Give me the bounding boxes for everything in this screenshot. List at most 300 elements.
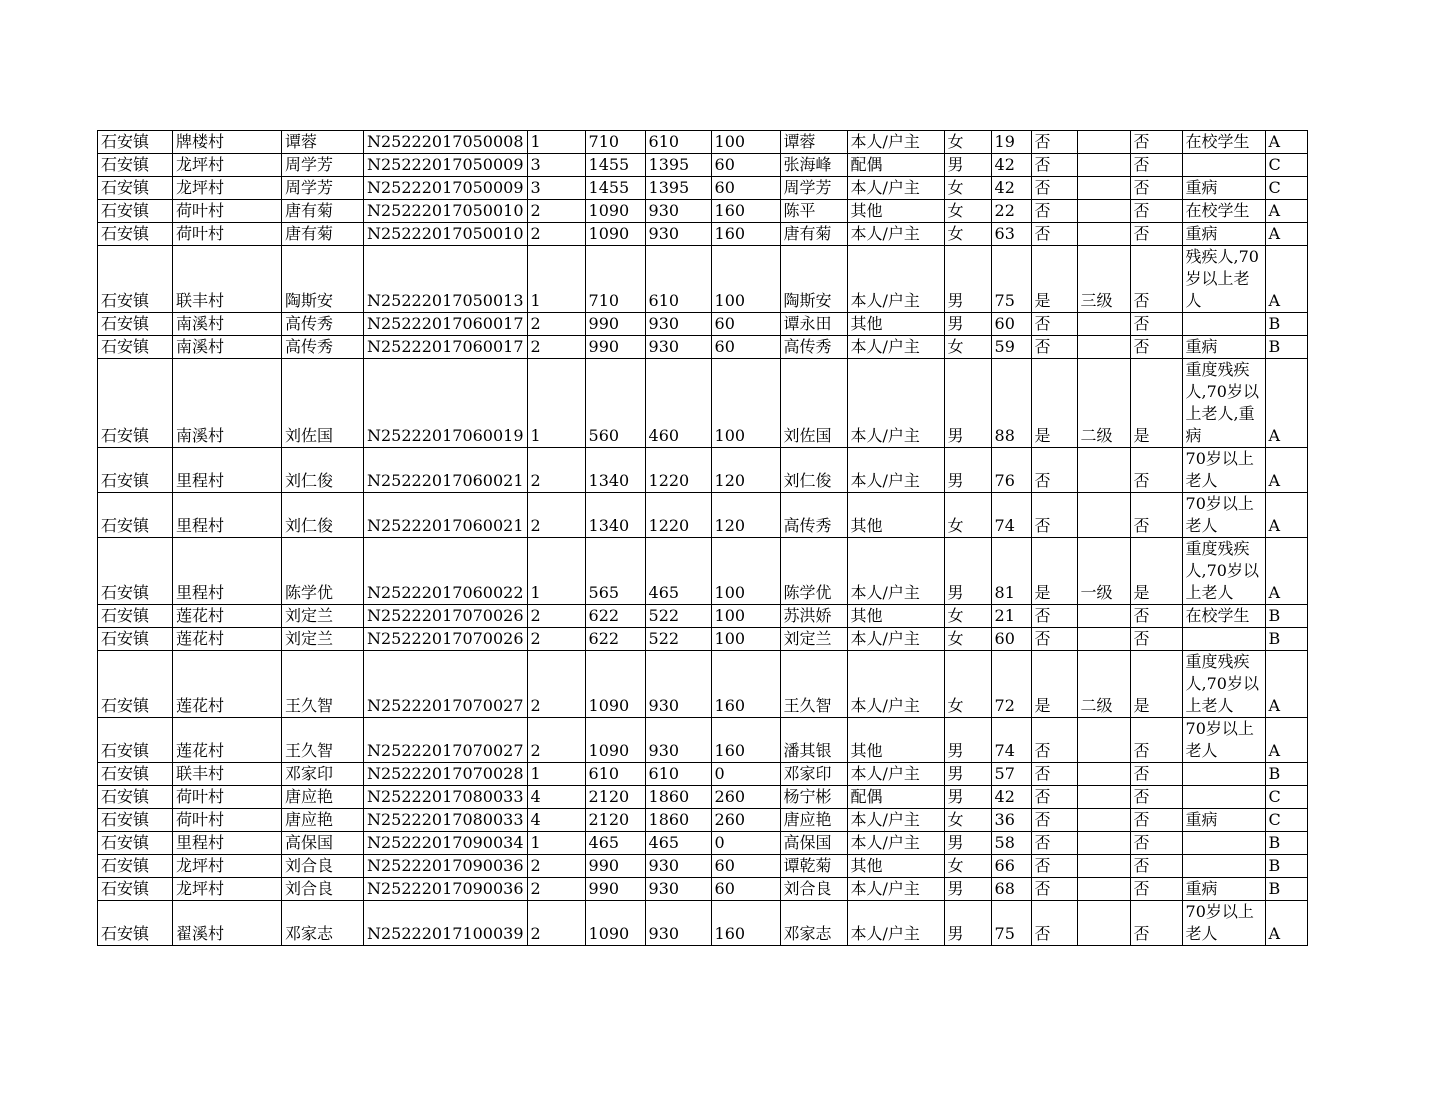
cell-total-amount: 990	[585, 878, 645, 901]
cell-householder: 周学芳	[282, 177, 364, 200]
cell-relation: 其他	[847, 200, 944, 223]
cell-total-amount: 2120	[585, 809, 645, 832]
cell-total-amount: 565	[585, 538, 645, 605]
cell-disabled: 否	[1031, 832, 1077, 855]
cell-town: 石安镇	[98, 605, 173, 628]
cell-relation: 其他	[847, 855, 944, 878]
cell-householder: 刘合良	[282, 878, 364, 901]
cell-gender: 女	[944, 336, 991, 359]
cell-gender: 男	[944, 448, 991, 493]
cell-severe: 否	[1130, 718, 1182, 763]
cell-age: 75	[991, 901, 1031, 946]
cell-severe: 是	[1130, 651, 1182, 718]
cell-extra-amount: 100	[711, 538, 780, 605]
cell-household-size: 2	[527, 448, 585, 493]
cell-town: 石安镇	[98, 336, 173, 359]
cell-grade: B	[1265, 855, 1307, 878]
cell-disabled: 否	[1031, 448, 1077, 493]
table-row	[98, 628, 1308, 651]
cell-age: 59	[991, 336, 1031, 359]
cell-category: 重病	[1182, 177, 1265, 200]
cell-gender: 女	[944, 493, 991, 538]
table-body	[98, 131, 1308, 946]
table-row	[98, 448, 1308, 493]
cell-village: 南溪村	[173, 359, 282, 448]
cell-village: 南溪村	[173, 313, 282, 336]
cell-householder: 邓家印	[282, 763, 364, 786]
cell-severe: 否	[1130, 223, 1182, 246]
cell-grade: B	[1265, 336, 1307, 359]
cell-household-id: N25222017050010	[364, 200, 528, 223]
cell-base-amount: 465	[645, 538, 711, 605]
cell-disabled: 是	[1031, 246, 1077, 313]
cell-total-amount: 2120	[585, 786, 645, 809]
cell-member-name: 杨宁彬	[780, 786, 847, 809]
cell-household-id: N25222017090034	[364, 832, 528, 855]
cell-extra-amount: 160	[711, 200, 780, 223]
cell-household-id: N25222017080033	[364, 786, 528, 809]
cell-gender: 男	[944, 246, 991, 313]
cell-village: 莲花村	[173, 651, 282, 718]
cell-total-amount: 1090	[585, 901, 645, 946]
cell-householder: 刘定兰	[282, 628, 364, 651]
cell-household-size: 2	[527, 901, 585, 946]
table-row	[98, 651, 1308, 718]
cell-gender: 女	[944, 855, 991, 878]
cell-total-amount: 1090	[585, 651, 645, 718]
cell-member-name: 陈学优	[780, 538, 847, 605]
cell-category	[1182, 628, 1265, 651]
cell-age: 19	[991, 131, 1031, 154]
cell-category	[1182, 154, 1265, 177]
cell-town: 石安镇	[98, 246, 173, 313]
cell-age: 72	[991, 651, 1031, 718]
cell-relation: 本人/户主	[847, 878, 944, 901]
cell-severe: 是	[1130, 359, 1182, 448]
cell-household-size: 1	[527, 538, 585, 605]
cell-town: 石安镇	[98, 786, 173, 809]
cell-town: 石安镇	[98, 718, 173, 763]
cell-disability-grade	[1077, 901, 1130, 946]
cell-disability-grade	[1077, 855, 1130, 878]
cell-severe: 否	[1130, 832, 1182, 855]
cell-household-id: N25222017060019	[364, 359, 528, 448]
cell-extra-amount: 160	[711, 718, 780, 763]
cell-category: 残疾人,70岁以上老人	[1182, 246, 1265, 313]
cell-gender: 男	[944, 763, 991, 786]
cell-gender: 女	[944, 223, 991, 246]
cell-base-amount: 522	[645, 628, 711, 651]
cell-grade: A	[1265, 651, 1307, 718]
cell-village: 荷叶村	[173, 809, 282, 832]
cell-relation: 本人/户主	[847, 131, 944, 154]
cell-town: 石安镇	[98, 154, 173, 177]
cell-village: 荷叶村	[173, 200, 282, 223]
cell-town: 石安镇	[98, 763, 173, 786]
cell-household-size: 2	[527, 313, 585, 336]
table-row	[98, 901, 1308, 946]
table-row	[98, 809, 1308, 832]
cell-relation: 本人/户主	[847, 359, 944, 448]
cell-disability-grade: 三级	[1077, 246, 1130, 313]
table-row	[98, 223, 1308, 246]
cell-age: 42	[991, 177, 1031, 200]
cell-total-amount: 1455	[585, 177, 645, 200]
cell-member-name: 周学芳	[780, 177, 847, 200]
cell-member-name: 刘定兰	[780, 628, 847, 651]
cell-household-size: 2	[527, 336, 585, 359]
cell-householder: 刘佐国	[282, 359, 364, 448]
cell-disabled: 否	[1031, 786, 1077, 809]
cell-household-id: N25222017050013	[364, 246, 528, 313]
table-row	[98, 878, 1308, 901]
cell-gender: 男	[944, 154, 991, 177]
cell-base-amount: 610	[645, 763, 711, 786]
cell-town: 石安镇	[98, 809, 173, 832]
cell-extra-amount: 60	[711, 154, 780, 177]
cell-householder: 刘仁俊	[282, 448, 364, 493]
cell-disability-grade	[1077, 313, 1130, 336]
table-row	[98, 154, 1308, 177]
cell-household-id: N25222017070026	[364, 628, 528, 651]
cell-household-id: N25222017050009	[364, 177, 528, 200]
cell-grade: A	[1265, 718, 1307, 763]
cell-village: 龙坪村	[173, 177, 282, 200]
table-row	[98, 605, 1308, 628]
table-row	[98, 177, 1308, 200]
cell-household-id: N25222017080033	[364, 809, 528, 832]
cell-disabled: 否	[1031, 177, 1077, 200]
cell-household-size: 2	[527, 718, 585, 763]
cell-total-amount: 1090	[585, 223, 645, 246]
cell-relation: 本人/户主	[847, 901, 944, 946]
data-table	[97, 130, 1308, 946]
cell-total-amount: 1090	[585, 200, 645, 223]
cell-disability-grade	[1077, 223, 1130, 246]
cell-village: 龙坪村	[173, 855, 282, 878]
cell-gender: 男	[944, 538, 991, 605]
cell-village: 龙坪村	[173, 878, 282, 901]
cell-disabled: 否	[1031, 878, 1077, 901]
cell-town: 石安镇	[98, 493, 173, 538]
cell-extra-amount: 60	[711, 336, 780, 359]
cell-severe: 否	[1130, 131, 1182, 154]
cell-disability-grade	[1077, 131, 1130, 154]
cell-relation: 本人/户主	[847, 538, 944, 605]
cell-base-amount: 610	[645, 246, 711, 313]
cell-household-id: N25222017050009	[364, 154, 528, 177]
cell-gender: 男	[944, 878, 991, 901]
cell-severe: 是	[1130, 538, 1182, 605]
cell-gender: 女	[944, 200, 991, 223]
cell-extra-amount: 120	[711, 493, 780, 538]
cell-householder: 王久智	[282, 651, 364, 718]
table-row	[98, 786, 1308, 809]
cell-total-amount: 1090	[585, 718, 645, 763]
cell-extra-amount: 60	[711, 177, 780, 200]
cell-disability-grade	[1077, 154, 1130, 177]
cell-relation: 本人/户主	[847, 448, 944, 493]
cell-disabled: 是	[1031, 651, 1077, 718]
cell-grade: C	[1265, 177, 1307, 200]
cell-severe: 否	[1130, 809, 1182, 832]
cell-age: 74	[991, 718, 1031, 763]
cell-household-id: N25222017060021	[364, 448, 528, 493]
cell-householder: 刘合良	[282, 855, 364, 878]
cell-disabled: 否	[1031, 901, 1077, 946]
cell-extra-amount: 60	[711, 855, 780, 878]
cell-household-id: N25222017070026	[364, 605, 528, 628]
cell-gender: 男	[944, 832, 991, 855]
cell-member-name: 谭蓉	[780, 131, 847, 154]
cell-extra-amount: 260	[711, 809, 780, 832]
cell-member-name: 高传秀	[780, 336, 847, 359]
cell-extra-amount: 100	[711, 359, 780, 448]
cell-disability-grade	[1077, 493, 1130, 538]
cell-age: 22	[991, 200, 1031, 223]
cell-member-name: 苏洪娇	[780, 605, 847, 628]
cell-gender: 女	[944, 651, 991, 718]
table-row	[98, 855, 1308, 878]
cell-village: 里程村	[173, 832, 282, 855]
cell-base-amount: 930	[645, 336, 711, 359]
cell-disabled: 否	[1031, 313, 1077, 336]
cell-household-size: 3	[527, 177, 585, 200]
cell-household-size: 2	[527, 200, 585, 223]
cell-total-amount: 990	[585, 855, 645, 878]
cell-disabled: 是	[1031, 359, 1077, 448]
cell-disability-grade	[1077, 200, 1130, 223]
cell-age: 58	[991, 832, 1031, 855]
cell-town: 石安镇	[98, 313, 173, 336]
cell-total-amount: 560	[585, 359, 645, 448]
cell-disability-grade: 二级	[1077, 359, 1130, 448]
cell-age: 81	[991, 538, 1031, 605]
cell-householder: 邓家志	[282, 901, 364, 946]
cell-severe: 否	[1130, 200, 1182, 223]
cell-extra-amount: 160	[711, 651, 780, 718]
cell-relation: 其他	[847, 718, 944, 763]
cell-village: 龙坪村	[173, 154, 282, 177]
cell-town: 石安镇	[98, 538, 173, 605]
cell-disability-grade	[1077, 628, 1130, 651]
cell-householder: 唐有菊	[282, 200, 364, 223]
cell-total-amount: 1340	[585, 493, 645, 538]
cell-disability-grade: 二级	[1077, 651, 1130, 718]
cell-householder: 刘仁俊	[282, 493, 364, 538]
cell-town: 石安镇	[98, 177, 173, 200]
cell-category: 重度残疾人,70岁以上老人	[1182, 538, 1265, 605]
cell-base-amount: 1220	[645, 493, 711, 538]
cell-base-amount: 1395	[645, 154, 711, 177]
cell-town: 石安镇	[98, 131, 173, 154]
cell-severe: 否	[1130, 313, 1182, 336]
cell-severe: 否	[1130, 154, 1182, 177]
cell-extra-amount: 100	[711, 131, 780, 154]
cell-member-name: 谭永田	[780, 313, 847, 336]
cell-householder: 高保国	[282, 832, 364, 855]
cell-relation: 本人/户主	[847, 809, 944, 832]
cell-extra-amount: 160	[711, 901, 780, 946]
cell-age: 60	[991, 313, 1031, 336]
cell-member-name: 陶斯安	[780, 246, 847, 313]
cell-householder: 王久智	[282, 718, 364, 763]
cell-base-amount: 930	[645, 223, 711, 246]
cell-base-amount: 930	[645, 901, 711, 946]
cell-member-name: 唐有菊	[780, 223, 847, 246]
cell-base-amount: 465	[645, 832, 711, 855]
cell-category: 重病	[1182, 336, 1265, 359]
cell-category: 在校学生	[1182, 131, 1265, 154]
cell-base-amount: 610	[645, 131, 711, 154]
cell-disabled: 否	[1031, 131, 1077, 154]
cell-householder: 唐应艳	[282, 809, 364, 832]
cell-base-amount: 930	[645, 878, 711, 901]
cell-age: 74	[991, 493, 1031, 538]
cell-household-id: N25222017090036	[364, 878, 528, 901]
cell-severe: 否	[1130, 336, 1182, 359]
cell-extra-amount: 100	[711, 246, 780, 313]
cell-household-size: 2	[527, 651, 585, 718]
cell-member-name: 谭乾菊	[780, 855, 847, 878]
cell-gender: 女	[944, 131, 991, 154]
cell-disabled: 否	[1031, 493, 1077, 538]
cell-extra-amount: 100	[711, 628, 780, 651]
cell-age: 42	[991, 154, 1031, 177]
cell-householder: 陶斯安	[282, 246, 364, 313]
cell-relation: 本人/户主	[847, 651, 944, 718]
cell-village: 翟溪村	[173, 901, 282, 946]
cell-gender: 男	[944, 718, 991, 763]
cell-disability-grade	[1077, 336, 1130, 359]
cell-disabled: 是	[1031, 538, 1077, 605]
cell-household-size: 2	[527, 605, 585, 628]
cell-member-name: 邓家印	[780, 763, 847, 786]
cell-relation: 本人/户主	[847, 177, 944, 200]
cell-severe: 否	[1130, 855, 1182, 878]
cell-gender: 男	[944, 786, 991, 809]
cell-severe: 否	[1130, 493, 1182, 538]
cell-total-amount: 1340	[585, 448, 645, 493]
cell-household-id: N25222017060017	[364, 336, 528, 359]
cell-relation: 其他	[847, 313, 944, 336]
cell-householder: 唐应艳	[282, 786, 364, 809]
cell-member-name: 王久智	[780, 651, 847, 718]
cell-severe: 否	[1130, 605, 1182, 628]
cell-disabled: 否	[1031, 605, 1077, 628]
cell-gender: 女	[944, 605, 991, 628]
cell-severe: 否	[1130, 878, 1182, 901]
cell-grade: A	[1265, 538, 1307, 605]
cell-base-amount: 930	[645, 200, 711, 223]
cell-grade: B	[1265, 878, 1307, 901]
cell-category	[1182, 786, 1265, 809]
cell-grade: B	[1265, 763, 1307, 786]
cell-severe: 否	[1130, 246, 1182, 313]
cell-householder: 高传秀	[282, 313, 364, 336]
cell-extra-amount: 60	[711, 878, 780, 901]
cell-householder: 高传秀	[282, 336, 364, 359]
cell-grade: C	[1265, 809, 1307, 832]
cell-household-size: 2	[527, 223, 585, 246]
cell-category	[1182, 832, 1265, 855]
cell-disability-grade	[1077, 878, 1130, 901]
cell-base-amount: 930	[645, 313, 711, 336]
cell-age: 68	[991, 878, 1031, 901]
cell-total-amount: 990	[585, 313, 645, 336]
cell-member-name: 潘其银	[780, 718, 847, 763]
table-row	[98, 200, 1308, 223]
cell-age: 76	[991, 448, 1031, 493]
cell-category: 70岁以上老人	[1182, 493, 1265, 538]
cell-disabled: 否	[1031, 718, 1077, 763]
cell-base-amount: 930	[645, 855, 711, 878]
cell-household-size: 4	[527, 809, 585, 832]
table-row	[98, 246, 1308, 313]
cell-extra-amount: 160	[711, 223, 780, 246]
cell-relation: 本人/户主	[847, 336, 944, 359]
cell-household-id: N25222017070027	[364, 651, 528, 718]
cell-village: 牌楼村	[173, 131, 282, 154]
cell-village: 联丰村	[173, 763, 282, 786]
cell-extra-amount: 100	[711, 605, 780, 628]
cell-disabled: 否	[1031, 223, 1077, 246]
cell-household-id: N25222017050008	[364, 131, 528, 154]
cell-household-size: 1	[527, 359, 585, 448]
cell-relation: 本人/户主	[847, 628, 944, 651]
cell-age: 63	[991, 223, 1031, 246]
cell-total-amount: 1455	[585, 154, 645, 177]
cell-member-name: 唐应艳	[780, 809, 847, 832]
cell-category: 70岁以上老人	[1182, 901, 1265, 946]
cell-base-amount: 460	[645, 359, 711, 448]
cell-relation: 本人/户主	[847, 246, 944, 313]
table-row	[98, 718, 1308, 763]
cell-town: 石安镇	[98, 628, 173, 651]
cell-village: 联丰村	[173, 246, 282, 313]
cell-category	[1182, 763, 1265, 786]
cell-disability-grade	[1077, 832, 1130, 855]
cell-total-amount: 710	[585, 131, 645, 154]
cell-age: 88	[991, 359, 1031, 448]
cell-member-name: 张海峰	[780, 154, 847, 177]
cell-household-size: 2	[527, 878, 585, 901]
table-row	[98, 313, 1308, 336]
cell-relation: 其他	[847, 493, 944, 538]
cell-town: 石安镇	[98, 448, 173, 493]
cell-gender: 女	[944, 809, 991, 832]
cell-disabled: 否	[1031, 200, 1077, 223]
table-row	[98, 131, 1308, 154]
cell-disability-grade	[1077, 448, 1130, 493]
cell-grade: A	[1265, 493, 1307, 538]
cell-relation: 其他	[847, 605, 944, 628]
cell-gender: 男	[944, 313, 991, 336]
cell-category: 重病	[1182, 809, 1265, 832]
cell-household-id: N25222017070027	[364, 718, 528, 763]
cell-extra-amount: 120	[711, 448, 780, 493]
cell-household-size: 4	[527, 786, 585, 809]
table-row	[98, 336, 1308, 359]
table-row	[98, 763, 1308, 786]
cell-disability-grade	[1077, 763, 1130, 786]
cell-householder: 谭蓉	[282, 131, 364, 154]
cell-extra-amount: 0	[711, 763, 780, 786]
cell-base-amount: 522	[645, 605, 711, 628]
cell-severe: 否	[1130, 448, 1182, 493]
cell-member-name: 刘佐国	[780, 359, 847, 448]
table-row	[98, 832, 1308, 855]
